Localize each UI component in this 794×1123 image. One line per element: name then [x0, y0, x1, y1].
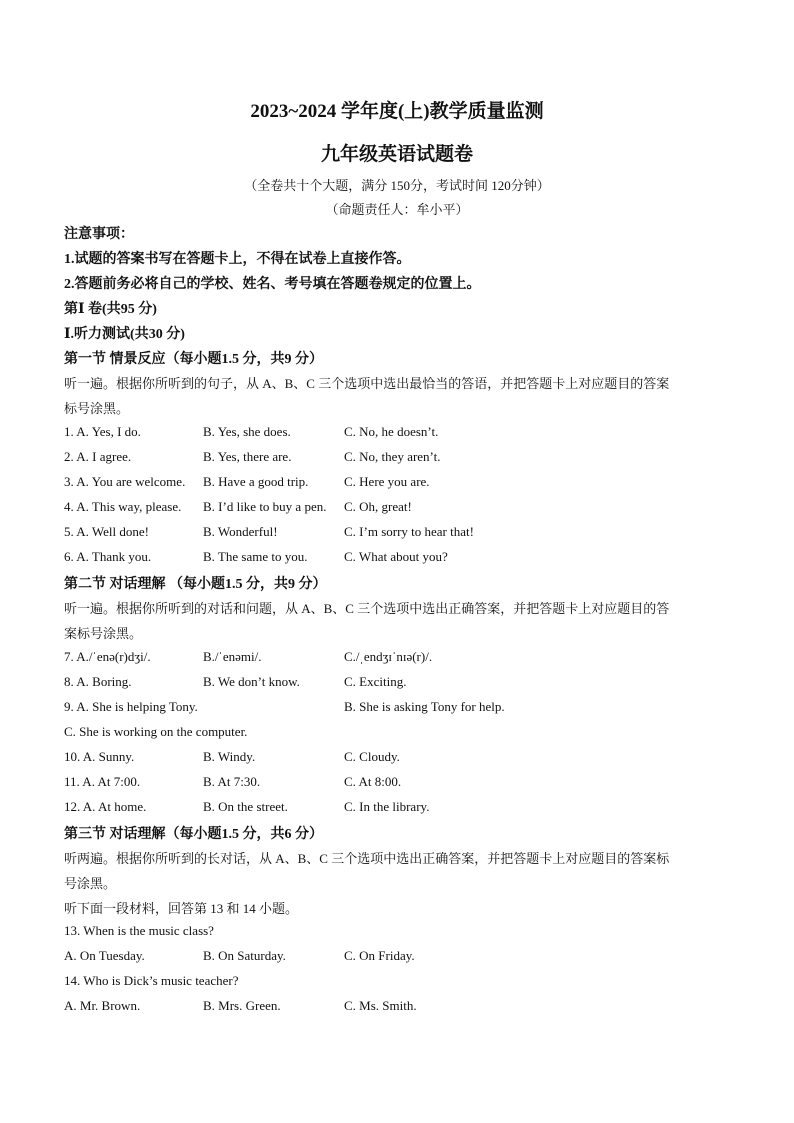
section2-heading: 第二节 对话理解 （每小题1.5 分，共9 分） [64, 577, 327, 592]
q4-option-b: B. I’d like to buy a pen. [203, 499, 327, 514]
q11-option-a: 11. A. At 7:00. [64, 774, 141, 789]
q5-option-a: 5. A. Well done! [64, 524, 150, 539]
q7-option-c: C./ˌendʒɪˈnɪə(r)/. [344, 649, 433, 664]
q6-option-a: 6. A. Thank you. [64, 549, 152, 564]
q3-option-a: 3. A. You are welcome. [64, 474, 186, 489]
q11-option-b: B. At 7:30. [203, 774, 261, 789]
q7-option-a: 7. A./ˈenə(r)dʒi/. [64, 649, 151, 664]
q12-option-c: C. In the library. [344, 799, 430, 814]
q9-option-c: C. She is working on the computer. [64, 724, 248, 739]
q9-option-a: 9. A. She is helping Tony. [64, 699, 198, 714]
q13-option-c: C. On Friday. [344, 948, 415, 963]
section2-instruction-cont: 案标号涂黑。 [64, 626, 143, 641]
section3-instruction: 听两遍。根据你所听到的长对话，从 A、B、C 三个选项中选出正确答案，并把答题卡上对应题目的答案标 [64, 851, 670, 866]
q10-option-c: C. Cloudy. [344, 749, 400, 764]
q1-option-a: 1. A. Yes, I do. [64, 424, 141, 439]
section3-material: 听下面一段材料，回答第 13 和 14 小题。 [64, 901, 299, 916]
q7-option-b: B./ˈenəmi/. [203, 649, 262, 664]
q2-option-a: 2. A. I agree. [64, 449, 132, 464]
q8-option-a: 8. A. Boring. [64, 674, 132, 689]
section3-heading: 第三节 对话理解（每小题1.5 分，共6 分） [64, 827, 323, 842]
q13-option-b: B. On Saturday. [203, 948, 286, 963]
q10-option-b: B. Windy. [203, 749, 256, 764]
exam-subtitle: 九年级英语试题卷 [320, 144, 473, 165]
section1-instruction-cont: 标号涂黑。 [64, 401, 130, 416]
q1-option-b: B. Yes, she does. [203, 424, 291, 439]
q6-option-c: C. What about you? [344, 549, 448, 564]
notes-item-1: 1.试题的答案书写在答题卡上，不得在试卷上直接作答。 [64, 252, 411, 267]
q8-option-b: B. We don’t know. [203, 674, 300, 689]
q11-option-c: C. At 8:00. [344, 774, 402, 789]
q8-option-c: C. Exciting. [344, 674, 407, 689]
q13-stem: 13. When is the music class? [64, 923, 214, 938]
notes-item-2: 2.答题前务必将自己的学校、姓名、考号填在答题卷规定的位置上。 [64, 277, 481, 292]
notes-heading: 注意事项： [64, 227, 134, 242]
q2-option-b: B. Yes, there are. [203, 449, 292, 464]
q6-option-b: B. The same to you. [203, 549, 308, 564]
q4-option-a: 4. A. This way, please. [64, 499, 182, 514]
q2-option-c: C. No, they aren’t. [344, 449, 441, 464]
section3-instruction-cont: 号涂黑。 [64, 876, 117, 891]
q12-option-a: 12. A. At home. [64, 799, 147, 814]
section1-instruction: 听一遍。根据你所听到的句子，从 A、B、C 三个选项中选出最恰当的答语，并把答题卡上对应题目的答案 [64, 376, 670, 391]
q3-option-b: B. Have a good trip. [203, 474, 309, 489]
q3-option-c: C. Here you are. [344, 474, 430, 489]
section1-heading: 第一节 情景反应（每小题1.5 分，共9 分） [64, 352, 323, 367]
exam-author: （命题责任人：牟小平） [325, 202, 469, 217]
q9-option-b: B. She is asking Tony for help. [344, 699, 505, 714]
part-heading: 第Ⅰ 卷(共95 分) [64, 302, 157, 317]
q1-option-c: C. No, he doesn’t. [344, 424, 439, 439]
q14-option-c: C. Ms. Smith. [344, 998, 417, 1013]
q10-option-a: 10. A. Sunny. [64, 749, 135, 764]
q5-option-c: C. I’m sorry to hear that! [344, 524, 474, 539]
q14-stem: 14. Who is Dick’s music teacher? [64, 973, 239, 988]
q14-option-a: A. Mr. Brown. [64, 998, 141, 1013]
listening-heading: Ⅰ.听力测试(共30 分) [64, 327, 185, 342]
q4-option-c: C. Oh, great! [344, 499, 412, 514]
exam-info: （全卷共十个大题，满分 150分，考试时间 120分钟） [244, 178, 550, 193]
q5-option-b: B. Wonderful! [203, 524, 278, 539]
exam-title: 2023~2024 学年度(上)教学质量监测 [250, 101, 544, 122]
q12-option-b: B. On the street. [203, 799, 288, 814]
q14-option-b: B. Mrs. Green. [203, 998, 281, 1013]
q13-option-a: A. On Tuesday. [64, 948, 145, 963]
section2-instruction: 听一遍。根据你所听到的对话和问题，从 A、B、C 三个选项中选出正确答案，并把答题卡上对应题目的答 [64, 601, 670, 616]
